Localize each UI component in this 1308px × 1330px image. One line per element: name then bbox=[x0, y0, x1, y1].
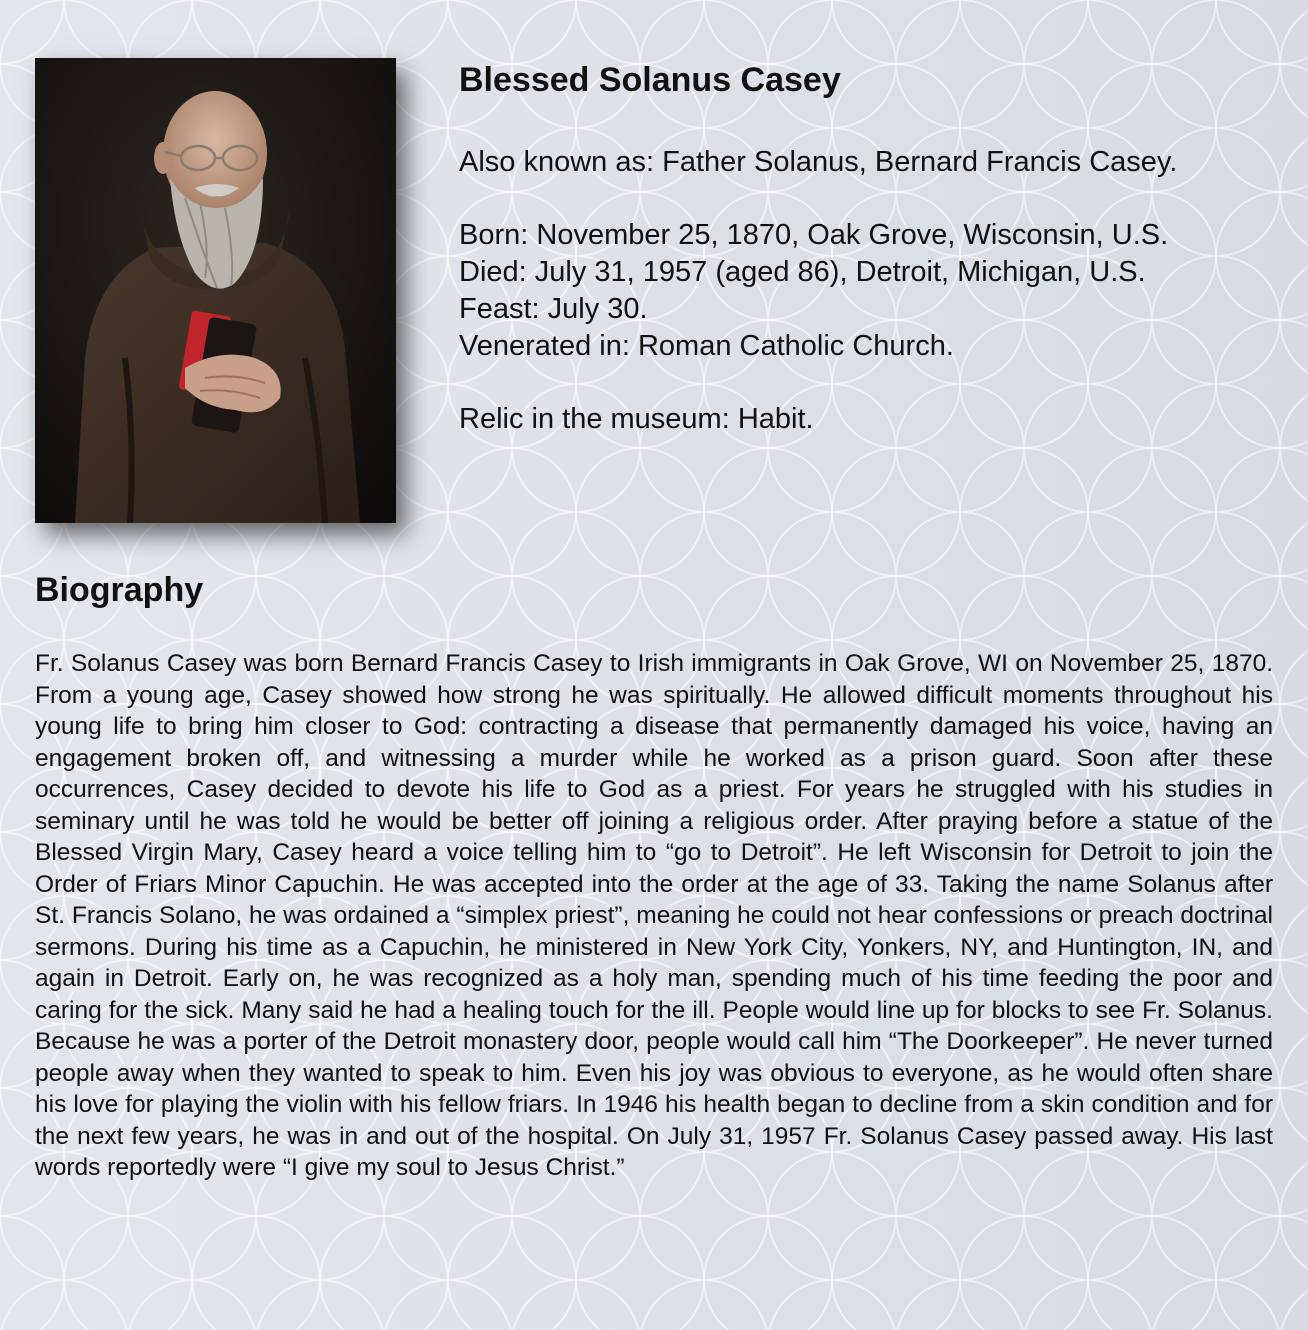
biography-text: Fr. Solanus Casey was born Bernard Francis Casey to Irish immigrants in Oak Grove, WI on November 25, 1870. From a young age, Casey showed how strong he was spiritually. He allowed difficult moments throughout his young life to bring him closer to God: contracting a disease that permanently damaged his voice, having an engagement broken off, and witnessing a murder while he worked as a prison guard. Soon after these occurrences, Casey decided to devote his life to God as a priest. For years he struggled with his studies in seminary until he was told he would be better off joining a religious order. After praying before a statue of the Blessed Virgin Mary, Casey heard a voice telling him to “go to Detroit”. He left Wisconsin for Detroit to join the Order of Friars Minor Capuchin. He was accepted into the order at the age of 33. Taking the name Solanus after St. Francis Solano, he was ordained a “simplex priest”, meaning he could not hear confessions or preach doctrinal sermons. During his time as a Capuchin, he ministered in New York City, Yonkers, NY, and Huntington, IN, and again in Detroit. Early on, he was recognized as a holy man, spending much of his time feeding the poor and caring for the sick. Many said he had a healing touch for the ill. People would line up for blocks to see Fr. Solanus. Because he was a porter of the Detroit monastery door, people would call him “The Doorkeeper”. He never turned people away when they wanted to speak to him. Even his joy was obvious to everyone, as he would often share his love for playing the violin with his fellow friars. In 1946 his health began to decline from a skin condition and for the next few years, he was in and out of the hospital. On July 31, 1957 Fr. Solanus Casey passed away. His last words reportedly were “I give my soul to Jesus Christ.” bbox=[35, 650, 1273, 1181]
also-known-as: Also known as: Father Solanus, Bernard Francis Casey. bbox=[459, 146, 1178, 178]
saint-portrait bbox=[35, 58, 396, 523]
died-line: Died: July 31, 1957 (aged 86), Detroit, Michigan, U.S. bbox=[459, 256, 1146, 288]
saint-name: Blessed Solanus Casey bbox=[459, 61, 841, 99]
feast-line: Feast: July 30. bbox=[459, 293, 648, 325]
relic-line: Relic in the museum: Habit. bbox=[459, 403, 814, 435]
born-line: Born: November 25, 1870, Oak Grove, Wisconsin, U.S. bbox=[459, 219, 1169, 251]
venerated-line: Venerated in: Roman Catholic Church. bbox=[459, 330, 954, 362]
biography-heading: Biography bbox=[35, 571, 204, 609]
saint-info bbox=[459, 58, 1249, 438]
